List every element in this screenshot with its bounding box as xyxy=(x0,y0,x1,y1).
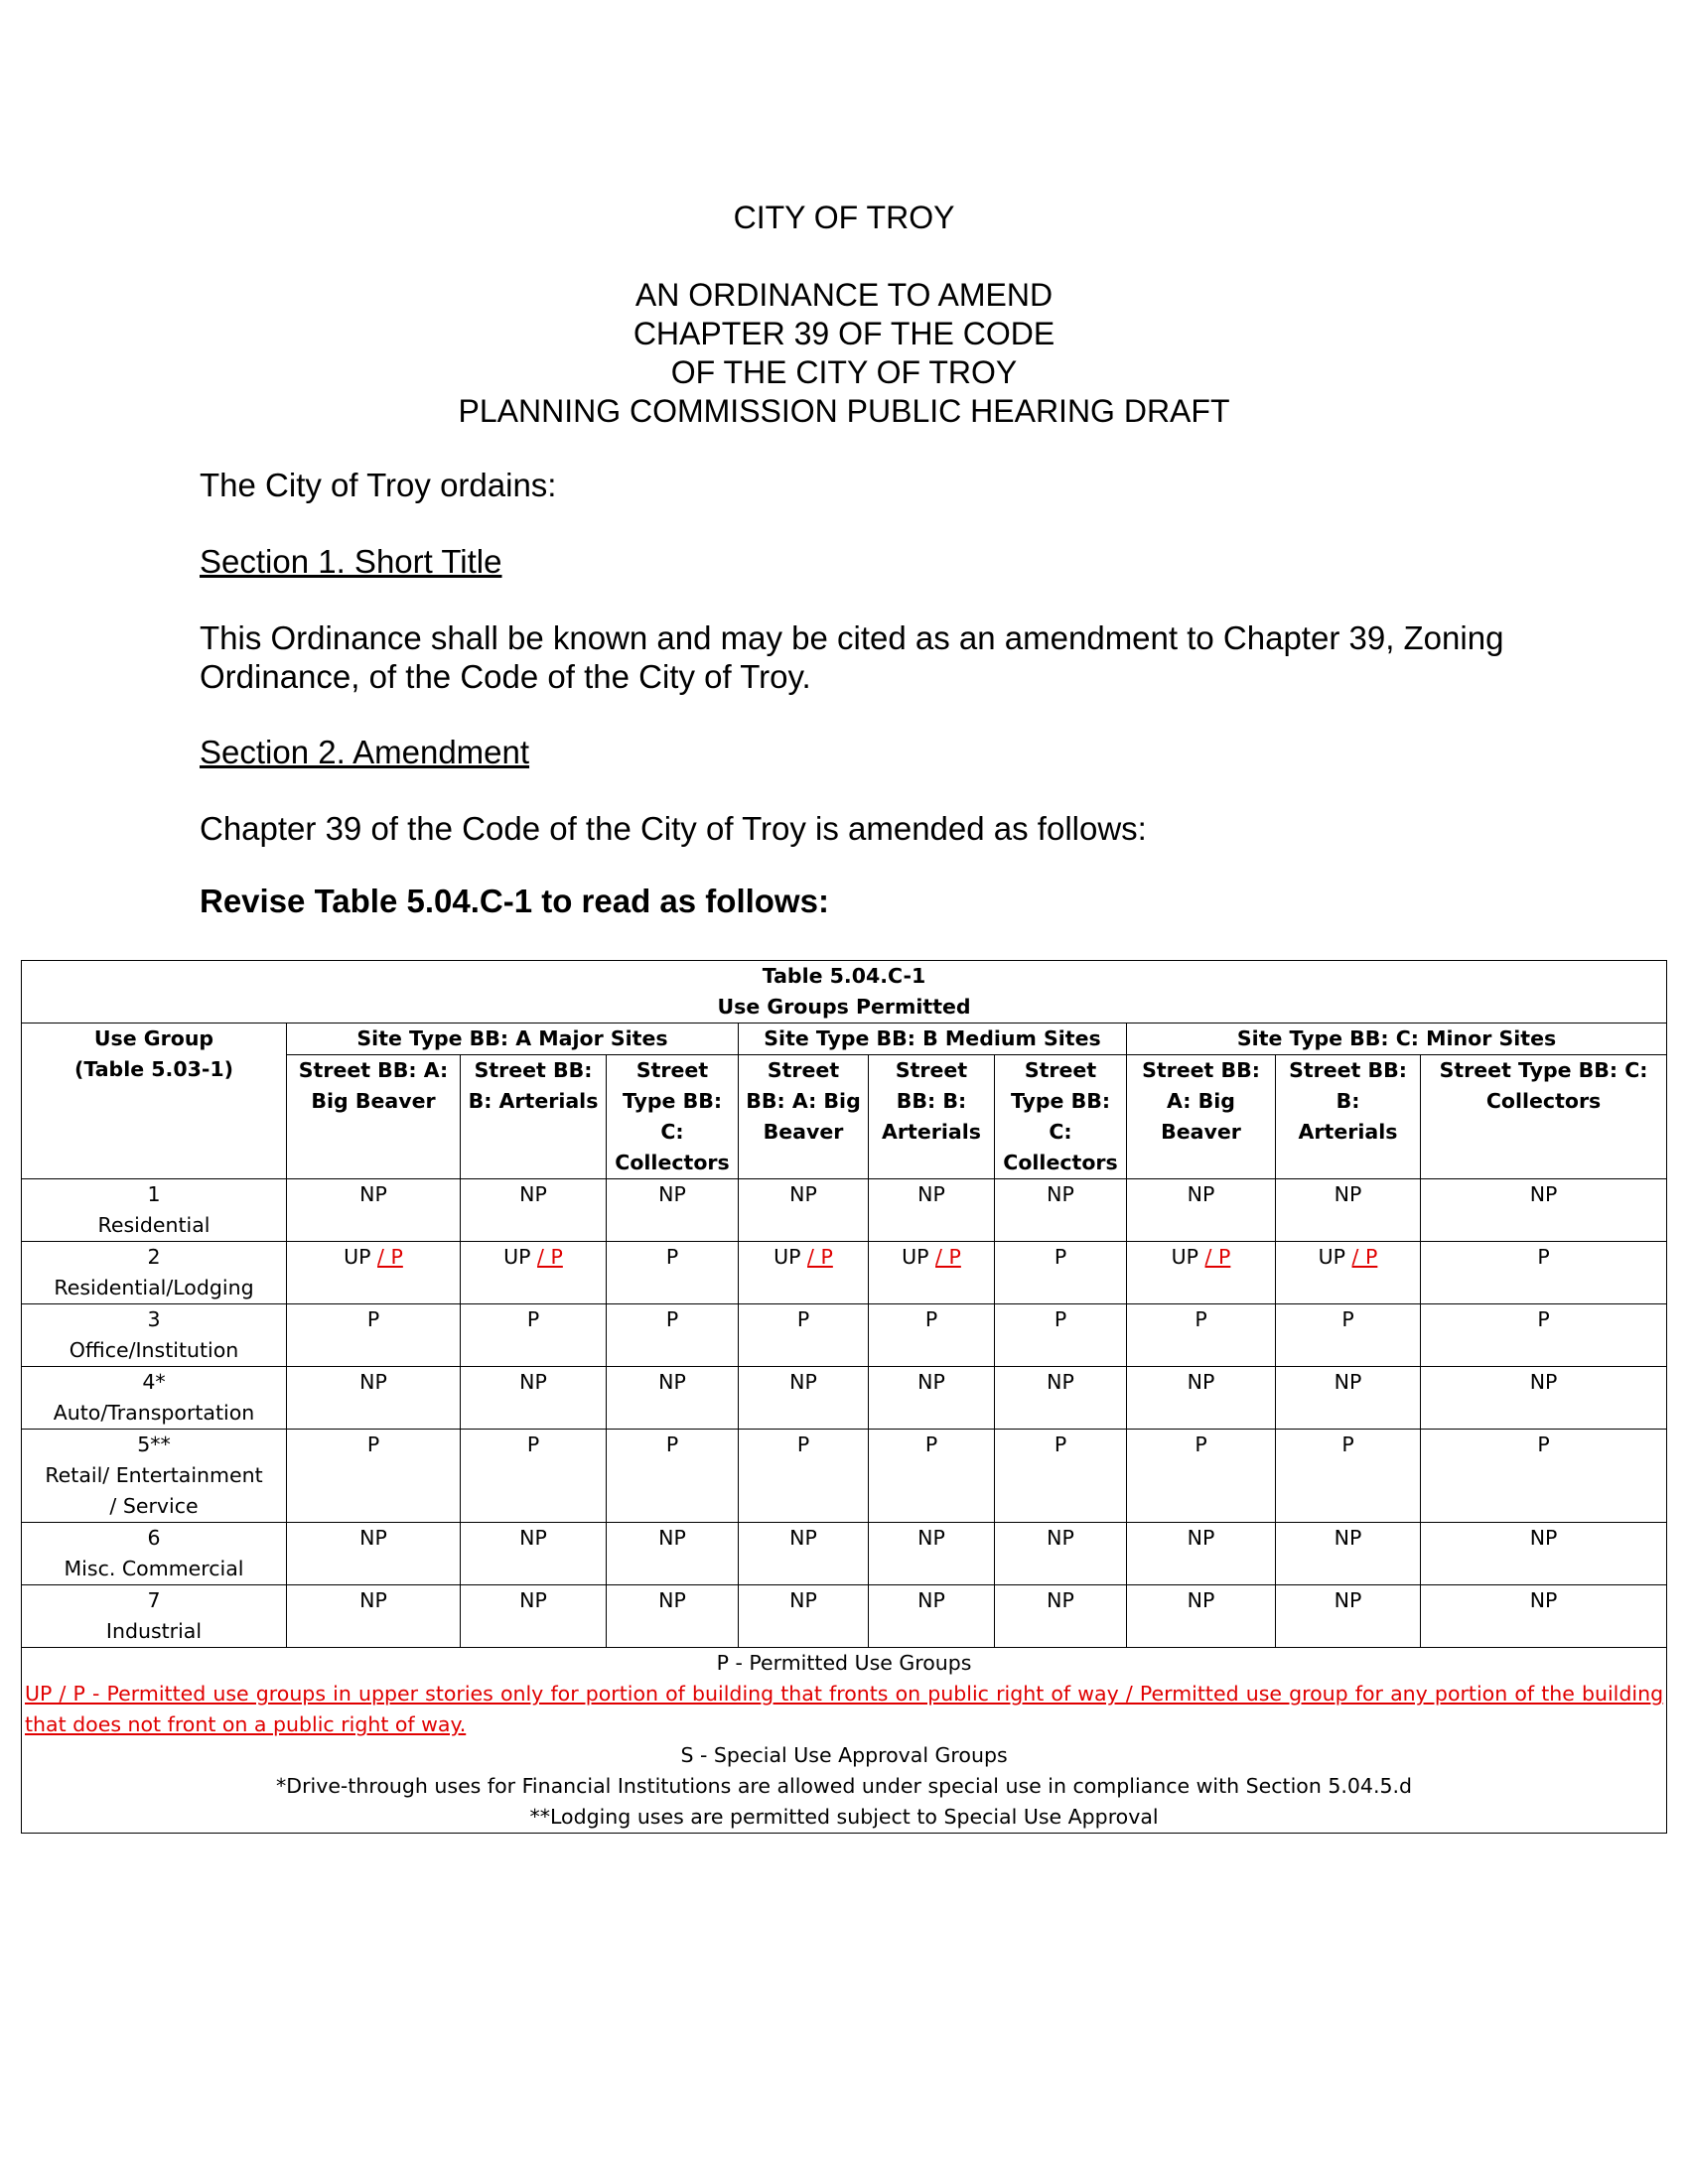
use-group-name: Residential xyxy=(97,1213,211,1237)
permission-cell: NP xyxy=(461,1367,607,1430)
permission-cell: P xyxy=(739,1430,869,1523)
street-type-header-line: Arterials xyxy=(1298,1120,1398,1144)
permission-cell: P xyxy=(995,1242,1127,1304)
use-group-name: Industrial xyxy=(105,1619,203,1643)
permission-cell: NP xyxy=(287,1367,461,1430)
street-type-header-line: BB: A: Big xyxy=(746,1089,861,1113)
table-row xyxy=(22,1304,1667,1367)
use-group-name: Auto/Transportation xyxy=(53,1401,255,1425)
table-row xyxy=(22,1242,1667,1304)
permission-cell: NP xyxy=(869,1585,995,1648)
permission-cell: UP / P xyxy=(1276,1242,1421,1304)
street-type-header-line: Big Beaver xyxy=(311,1089,436,1113)
ordinance-title-line: CHAPTER 39 OF THE CODE xyxy=(633,316,1055,351)
amendment-markup: / P xyxy=(935,1245,961,1269)
permission-cell: P xyxy=(1421,1304,1667,1367)
permission-cell: NP xyxy=(739,1367,869,1430)
use-group-name: / Service xyxy=(109,1494,199,1518)
table-subtitle: Use Groups Permitted xyxy=(717,995,971,1019)
use-groups-table xyxy=(21,960,1667,1834)
street-type-header-line: A: Big xyxy=(1167,1089,1235,1113)
permission-cell: P xyxy=(1276,1304,1421,1367)
permission-cell: P xyxy=(739,1304,869,1367)
permission-cell: NP xyxy=(461,1523,607,1585)
street-type-header-line: Street xyxy=(1024,1058,1097,1082)
use-group-header xyxy=(22,1024,287,1179)
permission-cell: NP xyxy=(607,1179,739,1242)
street-type-header-line: Type BB: xyxy=(1010,1089,1111,1113)
permission-cell: P xyxy=(461,1430,607,1523)
permission-cell: UP / P xyxy=(461,1242,607,1304)
use-group-name: Misc. Commercial xyxy=(64,1557,244,1580)
amendment-markup: / P xyxy=(377,1245,403,1269)
permission-cell: UP / P xyxy=(869,1242,995,1304)
use-group-cell xyxy=(22,1430,287,1523)
street-type-header-line: Street xyxy=(767,1058,840,1082)
permission-cell: P xyxy=(869,1304,995,1367)
street-type-header-line: Beaver xyxy=(763,1120,844,1144)
table-title-cell xyxy=(22,961,1667,1024)
permission-cell: P xyxy=(1421,1430,1667,1523)
street-type-header-line: B: xyxy=(1336,1089,1360,1113)
use-group-number: 6 xyxy=(147,1526,161,1550)
amendment-markup: / P xyxy=(807,1245,833,1269)
permission-cell: NP xyxy=(1276,1585,1421,1648)
amendment-markup: / P xyxy=(1204,1245,1231,1269)
amendment-markup: / P xyxy=(1351,1245,1378,1269)
permission-cell: NP xyxy=(1127,1523,1276,1585)
use-group-cell xyxy=(22,1523,287,1585)
permission-cell: NP xyxy=(607,1523,739,1585)
permission-cell: NP xyxy=(995,1179,1127,1242)
use-group-header-line: Use Group xyxy=(93,1026,214,1050)
permission-cell: NP xyxy=(995,1523,1127,1585)
table-row xyxy=(22,1523,1667,1585)
permission-cell: NP xyxy=(1127,1367,1276,1430)
permission-cell: NP xyxy=(995,1585,1127,1648)
use-group-cell xyxy=(22,1585,287,1648)
amendment-markup: / P xyxy=(537,1245,563,1269)
permission-cell: UP / P xyxy=(1127,1242,1276,1304)
street-type-header-line: Street BB: A: xyxy=(298,1058,449,1082)
use-group-cell xyxy=(22,1367,287,1430)
use-group-number: 3 xyxy=(147,1307,161,1331)
street-type-header-line: B: Arterials xyxy=(468,1089,599,1113)
permission-cell: P xyxy=(607,1304,739,1367)
note-special-use: S - Special Use Approval Groups xyxy=(680,1743,1008,1767)
use-group-number: 1 xyxy=(147,1182,161,1206)
ordains-text: The City of Troy ordains: xyxy=(200,467,557,503)
street-type-header-line: Collectors xyxy=(615,1151,730,1174)
use-group-header-line: (Table 5.03-1) xyxy=(73,1057,233,1081)
permission-cell: NP xyxy=(1421,1367,1667,1430)
street-type-header-line: C: xyxy=(660,1120,684,1144)
permission-cell: P xyxy=(1421,1242,1667,1304)
street-type-header xyxy=(287,1055,461,1179)
permission-cell: NP xyxy=(1421,1179,1667,1242)
street-type-header-line: Street BB: xyxy=(1289,1058,1407,1082)
street-type-header xyxy=(869,1055,995,1179)
table-row xyxy=(22,1367,1667,1430)
use-group-name: Office/Institution xyxy=(69,1338,239,1362)
street-type-header-line: Street xyxy=(635,1058,709,1082)
street-type-header-line: Street xyxy=(895,1058,968,1082)
use-group-number: 2 xyxy=(147,1245,161,1269)
street-type-header-line: Street Type BB: C: xyxy=(1439,1058,1648,1082)
note-permitted: P - Permitted Use Groups xyxy=(716,1651,972,1675)
street-type-header xyxy=(461,1055,607,1179)
permission-cell: NP xyxy=(461,1585,607,1648)
use-group-number: 7 xyxy=(147,1588,161,1612)
site-type-header: Site Type BB: A Major Sites xyxy=(287,1024,739,1055)
use-group-cell xyxy=(22,1179,287,1242)
site-type-header: Site Type BB: B Medium Sites xyxy=(739,1024,1127,1055)
use-group-cell xyxy=(22,1304,287,1367)
note-lodging: **Lodging uses are permitted subject to Special Use Approval xyxy=(529,1805,1159,1829)
permission-cell: P xyxy=(287,1430,461,1523)
permission-cell: P xyxy=(995,1304,1127,1367)
ordinance-title-line: PLANNING COMMISSION PUBLIC HEARING DRAFT xyxy=(458,393,1230,429)
revise-instruction: Revise Table 5.04.C-1 to read as follows: xyxy=(200,883,829,919)
note-drive-through: *Drive-through uses for Financial Institutions are allowed under special use in compliance with Section 5.04.5.d xyxy=(276,1774,1413,1798)
section-2-text: Chapter 39 of the Code of the City of Troy is amended as follows: xyxy=(200,810,1147,847)
permission-cell: P xyxy=(607,1242,739,1304)
street-type-header-line: BB: B: xyxy=(896,1089,967,1113)
permission-cell: NP xyxy=(1276,1179,1421,1242)
ordinance-title-line: OF THE CITY OF TROY xyxy=(670,354,1018,390)
street-type-header-line: Beaver xyxy=(1161,1120,1241,1144)
street-type-header-line: Street BB: xyxy=(1142,1058,1260,1082)
permission-cell: P xyxy=(1276,1430,1421,1523)
section-1-heading: Section 1. Short Title xyxy=(200,543,502,580)
permission-cell: UP / P xyxy=(287,1242,461,1304)
permission-cell: P xyxy=(607,1430,739,1523)
ordinance-title xyxy=(0,276,1688,431)
permission-cell: NP xyxy=(1276,1367,1421,1430)
city-title: CITY OF TROY xyxy=(733,200,955,235)
permission-cell: P xyxy=(1127,1304,1276,1367)
street-type-header-line: Street BB: xyxy=(474,1058,593,1082)
use-group-number: 5** xyxy=(137,1433,171,1456)
use-group-name: Retail/ Entertainment xyxy=(45,1463,263,1487)
permission-cell: NP xyxy=(869,1523,995,1585)
table-notes xyxy=(22,1648,1667,1834)
street-type-header xyxy=(1276,1055,1421,1179)
street-type-header-line: Collectors xyxy=(1003,1151,1118,1174)
permission-cell: NP xyxy=(287,1585,461,1648)
street-type-header xyxy=(1127,1055,1276,1179)
permission-cell: NP xyxy=(1127,1179,1276,1242)
permission-cell: NP xyxy=(287,1523,461,1585)
use-group-cell xyxy=(22,1242,287,1304)
use-group-number: 4* xyxy=(142,1370,166,1394)
table-title: Table 5.04.C-1 xyxy=(762,964,926,988)
street-type-header xyxy=(607,1055,739,1179)
note-upper-stories: UP / P - Permitted use groups in upper stories only for portion of building that fronts on public right of way / Permitted use group for any portion of the building that does not front on a public right of way. xyxy=(25,1682,1664,1736)
table-row xyxy=(22,1179,1667,1242)
ordinance-title-line: AN ORDINANCE TO AMEND xyxy=(634,277,1054,313)
permission-cell: NP xyxy=(1276,1523,1421,1585)
street-type-header xyxy=(739,1055,869,1179)
permission-cell: NP xyxy=(461,1179,607,1242)
table-row xyxy=(22,1430,1667,1523)
street-type-header-line: Collectors xyxy=(1485,1089,1602,1113)
permission-cell: UP / P xyxy=(739,1242,869,1304)
permission-cell: NP xyxy=(869,1367,995,1430)
permission-cell: NP xyxy=(1127,1585,1276,1648)
permission-cell: NP xyxy=(995,1367,1127,1430)
permission-cell: P xyxy=(461,1304,607,1367)
street-type-header xyxy=(1421,1055,1667,1179)
table-row xyxy=(22,1585,1667,1648)
site-type-header: Site Type BB: C: Minor Sites xyxy=(1127,1024,1667,1055)
permission-cell: P xyxy=(995,1430,1127,1523)
street-type-header-line: Arterials xyxy=(882,1120,981,1144)
permission-cell: P xyxy=(1127,1430,1276,1523)
use-group-name: Residential/Lodging xyxy=(54,1276,254,1299)
permission-cell: NP xyxy=(739,1585,869,1648)
street-type-header-line: C: xyxy=(1049,1120,1072,1144)
section-1-text: This Ordinance shall be known and may be cited as an amendment to Chapter 39, Zoning Ordinance, of the Code of the City of Troy. xyxy=(200,619,1504,695)
permission-cell: NP xyxy=(607,1585,739,1648)
street-type-header xyxy=(995,1055,1127,1179)
street-type-header-line: Type BB: xyxy=(622,1089,723,1113)
permission-cell: P xyxy=(869,1430,995,1523)
permission-cell: NP xyxy=(739,1179,869,1242)
permission-cell: P xyxy=(287,1304,461,1367)
permission-cell: NP xyxy=(739,1523,869,1585)
permission-cell: NP xyxy=(1421,1523,1667,1585)
permission-cell: NP xyxy=(607,1367,739,1430)
section-2-heading: Section 2. Amendment xyxy=(200,734,530,770)
permission-cell: NP xyxy=(287,1179,461,1242)
permission-cell: NP xyxy=(1421,1585,1667,1648)
permission-cell: NP xyxy=(869,1179,995,1242)
